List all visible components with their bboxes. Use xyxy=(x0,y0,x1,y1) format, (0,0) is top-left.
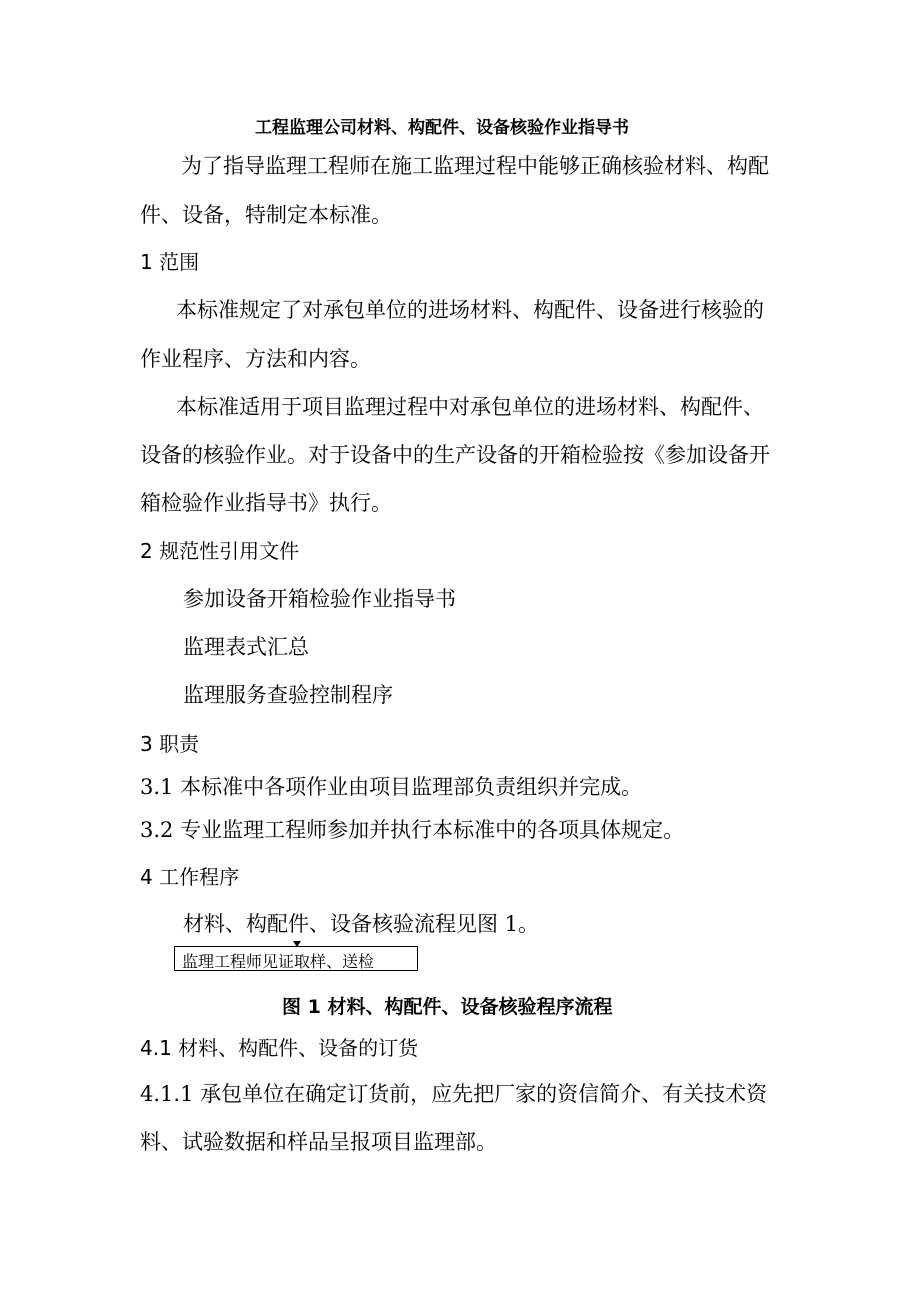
section-3-item-1: 3.1 本标准中各项作业由项目监理部负责组织并完成。 xyxy=(140,775,643,799)
section-1-p2-line-2: 设备的核验作业。对于设备中的生产设备的开箱检验按《参加设备开 xyxy=(140,443,770,467)
intro-line-2: 件、设备，特制定本标准。 xyxy=(140,203,392,227)
section-1-p2-line-3: 箱检验作业指导书》执行。 xyxy=(140,491,392,515)
flow-box-label: 监理工程师见证取样、送检 xyxy=(182,952,375,971)
reference-item: 监理服务查验控制程序 xyxy=(183,683,393,707)
section-1-p1-line-2: 作业程序、方法和内容。 xyxy=(140,347,371,371)
figure-caption: 图 1 材料、构配件、设备核验程序流程 xyxy=(282,996,613,1018)
section-4-1-1-line-2: 料、试验数据和样品呈报项目监理部。 xyxy=(140,1130,497,1154)
reference-item: 参加设备开箱检验作业指导书 xyxy=(183,587,456,611)
section-4-heading: 4 工作程序 xyxy=(140,865,240,889)
section-3-heading: 3 职责 xyxy=(140,732,200,756)
document-title: 工程监理公司材料、构配件、设备核验作业指导书 xyxy=(255,118,629,138)
section-4-1-heading: 4.1 材料、构配件、设备的订货 xyxy=(140,1036,419,1060)
section-1-p2-line-1: 本标准适用于项目监理过程中对承包单位的进场材料、构配件、 xyxy=(176,395,764,419)
reference-item: 监理表式汇总 xyxy=(183,635,309,659)
section-4-1-1-line-1: 4.1.1 承包单位在确定订货前，应先把厂家的资信简介、有关技术资 xyxy=(140,1082,768,1106)
section-2-heading: 2 规范性引用文件 xyxy=(140,539,300,563)
section-1-heading: 1 范围 xyxy=(140,250,200,274)
section-4-intro: 材料、构配件、设备核验流程见图 1。 xyxy=(183,912,540,936)
section-3-item-2: 3.2 专业监理工程师参加并执行本标准中的各项具体规定。 xyxy=(140,818,685,842)
section-1-p1-line-1: 本标准规定了对承包单位的进场材料、构配件、设备进行核验的 xyxy=(176,298,764,322)
flow-box xyxy=(174,946,418,971)
intro-line-1: 为了指导监理工程师在施工监理过程中能够正确核验材料、构配 xyxy=(181,154,769,178)
